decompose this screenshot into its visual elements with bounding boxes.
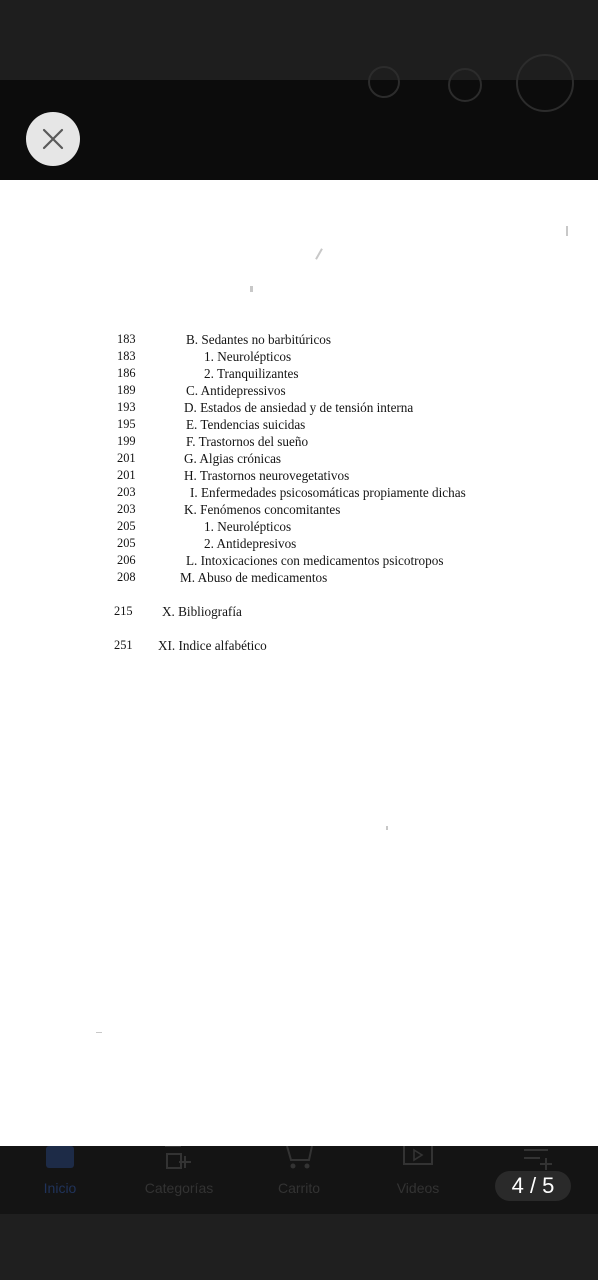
toc-row (0, 552, 598, 569)
dimmed-status-area (0, 0, 598, 80)
toc-page-number: 193 (117, 400, 136, 414)
nav-label: Carrito (277, 1180, 320, 1196)
toc-entry: 2. Tranquilizantes (204, 366, 299, 381)
toc-entry: F. Trastornos del sueño (186, 434, 309, 449)
user-icon (448, 68, 482, 102)
dimmed-system-bar (0, 1214, 598, 1280)
toc-entry: X. Bibliografía (162, 604, 242, 619)
toc-row (0, 399, 598, 416)
toc-page-number: 201 (117, 451, 136, 465)
nav-item-cart[interactable] (249, 1146, 349, 1214)
toc-page-number: 203 (117, 485, 136, 499)
toc-row (0, 331, 598, 348)
toc-entry: L. Intoxicaciones con medicamentos psicotropos (186, 553, 444, 568)
scan-mark (250, 286, 253, 292)
toc-row (0, 535, 598, 552)
toc-row (0, 450, 598, 467)
toc-page-number: 215 (114, 604, 133, 618)
nav-label: Videos (396, 1180, 440, 1196)
table-of-contents (0, 331, 598, 654)
toc-page-number: 183 (117, 332, 136, 346)
scan-mark (96, 1032, 102, 1033)
nav-label: Inicio (43, 1180, 77, 1196)
toc-row (0, 365, 598, 382)
toc-page-number: 183 (117, 349, 136, 363)
toc-row (0, 467, 598, 484)
toc-page-number: 206 (117, 553, 136, 567)
toc-entry: M. Abuso de medicamentos (180, 570, 328, 585)
document-page (0, 180, 598, 1146)
toc-row (0, 348, 598, 365)
toc-entry: XI. Indice alfabético (158, 638, 267, 653)
toc-row (0, 637, 598, 654)
toc-row (0, 518, 598, 535)
scan-mark (386, 826, 388, 830)
nav-item-categories[interactable] (129, 1146, 229, 1214)
toc-page-number: 251 (114, 638, 133, 652)
categories-icon (159, 1146, 199, 1170)
toc-page-number: 208 (117, 570, 136, 584)
toc-row (0, 433, 598, 450)
toc-entry: D. Estados de ansiedad y de tensión interna (184, 400, 414, 415)
toc-entry: 1. Neurolépticos (204, 519, 292, 534)
page-counter: 4 / 5 (495, 1171, 571, 1201)
toc-row (0, 501, 598, 518)
scan-mark (566, 226, 568, 236)
search-icon (368, 66, 400, 98)
nav-item-home[interactable] (10, 1146, 110, 1214)
toc-page-number: 195 (117, 417, 136, 431)
toc-entry: B. Sedantes no barbitúricos (186, 332, 332, 347)
toc-row (0, 484, 598, 501)
toc-row (0, 569, 598, 586)
nav-item-videos[interactable] (368, 1146, 468, 1214)
account-avatar-icon (516, 54, 574, 112)
toc-entry: 1. Neurolépticos (204, 349, 292, 364)
toc-entry: I. Enfermedades psicosomáticas propiamente dichas (190, 485, 466, 500)
toc-entry: G. Algias crónicas (184, 451, 282, 466)
toc-page-number: 186 (117, 366, 136, 380)
toc-row (0, 603, 598, 620)
video-icon (398, 1146, 438, 1170)
toc-row (0, 416, 598, 433)
toc-page-number: 189 (117, 383, 136, 397)
toc-row (0, 382, 598, 399)
playlist-add-icon (518, 1146, 558, 1170)
close-viewer-button[interactable] (26, 112, 80, 166)
home-icon (43, 1146, 77, 1170)
toc-page-number: 201 (117, 468, 136, 482)
toc-entry: H. Trastornos neurovegetativos (184, 468, 350, 483)
toc-page-number: 205 (117, 536, 136, 550)
toc-page-number: 203 (117, 502, 136, 516)
close-icon (41, 127, 65, 151)
toc-entry: 2. Antidepresivos (204, 536, 297, 551)
nav-label: Categorías (144, 1180, 214, 1196)
scan-mark (315, 248, 323, 259)
cart-icon (279, 1146, 319, 1170)
toc-entry: E. Tendencias suicidas (186, 417, 306, 432)
toc-page-number: 199 (117, 434, 136, 448)
toc-page-number: 205 (117, 519, 136, 533)
dimmed-app-header (0, 80, 598, 180)
toc-entry: K. Fenómenos concomitantes (184, 502, 341, 517)
toc-entry: C. Antidepressivos (186, 383, 286, 398)
